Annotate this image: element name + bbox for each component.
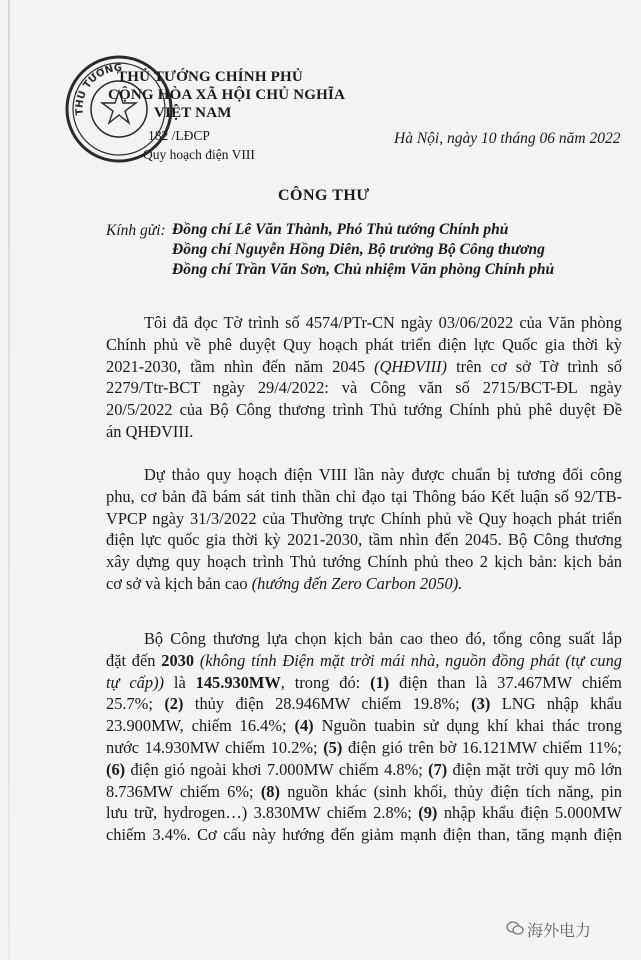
watermark-text: 海外电力 xyxy=(527,921,592,940)
paragraph-line: điện lực quốc gia thời kỳ 2021-2030, tầm nhìn đến 2045. Bộ Công thương xyxy=(106,530,622,550)
paragraph-line: Tôi đã đọc Tờ trình số 4574/PTr-CN ngày 03/06/2022 của Văn phòng xyxy=(144,313,622,332)
paragraph-line: tự cấp)) là 145.930MW, trong đó: (1) điện than là 37.467MW chiếm xyxy=(106,672,622,692)
svg-text:THỦ TƯỚNG: THỦ TƯỚNG xyxy=(74,62,123,116)
paragraph-line: nước 14.930MW chiếm 10.2%; (5) điện gió trên bờ 16.121MW chiếm 11%; xyxy=(106,737,622,757)
paragraph-line: (6) điện gió ngoài khơi 7.000MW chiếm 4.8%; (7) điện mặt trời quy mô lớn xyxy=(106,759,623,779)
paragraph-line: chiếm 3.4%. Cơ cấu này hướng đến giảm mạnh điện than, tăng mạnh điện xyxy=(106,825,622,845)
paragraph-line: lưu trữ, hydrogen…) 3.830MW chiếm 2.8%; (9) nhập khẩu điện 5.000MW xyxy=(106,803,622,823)
paragraph-line: xây dựng quy hoạch trình Thủ tướng Chính phủ theo 2 kịch bản: kịch bản xyxy=(106,552,622,572)
paragraph-line: 2021-2030, tầm nhìn đến năm 2045 (QHĐVIII) trên cơ sở Tờ trình số xyxy=(106,356,622,376)
paragraph-line: Bộ Công thương lựa chọn kịch bản cao theo đó, tổng công suất lắp xyxy=(144,629,622,648)
paragraph-line: 8.736MW chiếm 6%; (8) nguồn khác (sinh khối, thủy điện tích năng, pin xyxy=(106,781,622,801)
paragraph-line: 23.900MW, chiếm 16.4%; (4) Nguồn tuabin sử dụng khí khai thác trong xyxy=(106,716,622,736)
paragraph-line: cơ sở và kịch bản cao (hướng đến Zero Carbon 2050). xyxy=(106,573,463,593)
paragraph-2 xyxy=(106,464,622,595)
paragraph-line: án QHĐVIII. xyxy=(106,421,194,441)
paragraph-3 xyxy=(106,628,622,846)
place-and-date: Hà Nội, ngày 10 tháng 06 năm 2022 xyxy=(394,130,621,147)
recipient-3: Đồng chí Trần Văn Sơn, Chủ nhiệm Văn phòng Chính phủ xyxy=(172,261,555,278)
recipient-1: Đồng chí Lê Văn Thành, Phó Thủ tướng Chính phủ xyxy=(172,221,509,238)
paragraph-line: 25.7%; (2) thủy điện 28.946MW chiếm 19.8%; (3) LNG nhập khẩu xyxy=(106,694,622,714)
document-subject: Quy hoạch điện VIII xyxy=(143,147,255,162)
kinh-gui-label: Kính gửi: xyxy=(106,222,166,239)
paragraph-line: 20/5/2022 của Bộ Công thương trình Thủ tướng Chính phủ phê duyệt Đề xyxy=(106,400,622,420)
paragraph-line: đặt đến 2030 (không tính Điện mặt trời mái nhà, nguồn đồng phát (tự cung xyxy=(106,650,622,670)
paragraph-line: Dự thảo quy hoạch điện VIII lần này được chuẩn bị tương đối công xyxy=(144,465,622,484)
org-name-line3: VIỆT NAM xyxy=(154,105,232,121)
wechat-icon xyxy=(506,920,524,936)
paragraph-line: VPCP ngày 31/3/2022 của Thường trực Chính phủ về Quy hoạch phát triển xyxy=(106,508,622,528)
org-name-line2: CỘNG HÒA XÃ HỘI CHỦ NGHĨA xyxy=(108,87,346,103)
recipient-2: Đồng chí Nguyễn Hồng Diên, Bộ trưởng Bộ Công thương xyxy=(172,241,545,258)
paragraph-line: phu, cơ bản đã bám sát tinh thần chỉ đạo tại Thông báo Kết luận số 92/TB- xyxy=(106,486,622,506)
document-title: CÔNG THƯ xyxy=(278,187,370,204)
page-fold-shadow xyxy=(8,0,10,960)
reference-number: 182 /LĐCP xyxy=(148,128,210,143)
paragraph-line: 2279/Ttr-BCT ngày 29/4/2022: và Công văn số 2715/BCT-ĐL ngày xyxy=(106,378,622,398)
paragraph-line: Chính phủ về phê duyệt Quy hoạch phát triển điện lực Quốc gia thời kỳ xyxy=(106,334,622,354)
paragraph-1 xyxy=(106,312,622,443)
org-name-line1: THỦ TƯỚNG CHÍNH PHỦ xyxy=(117,69,303,85)
